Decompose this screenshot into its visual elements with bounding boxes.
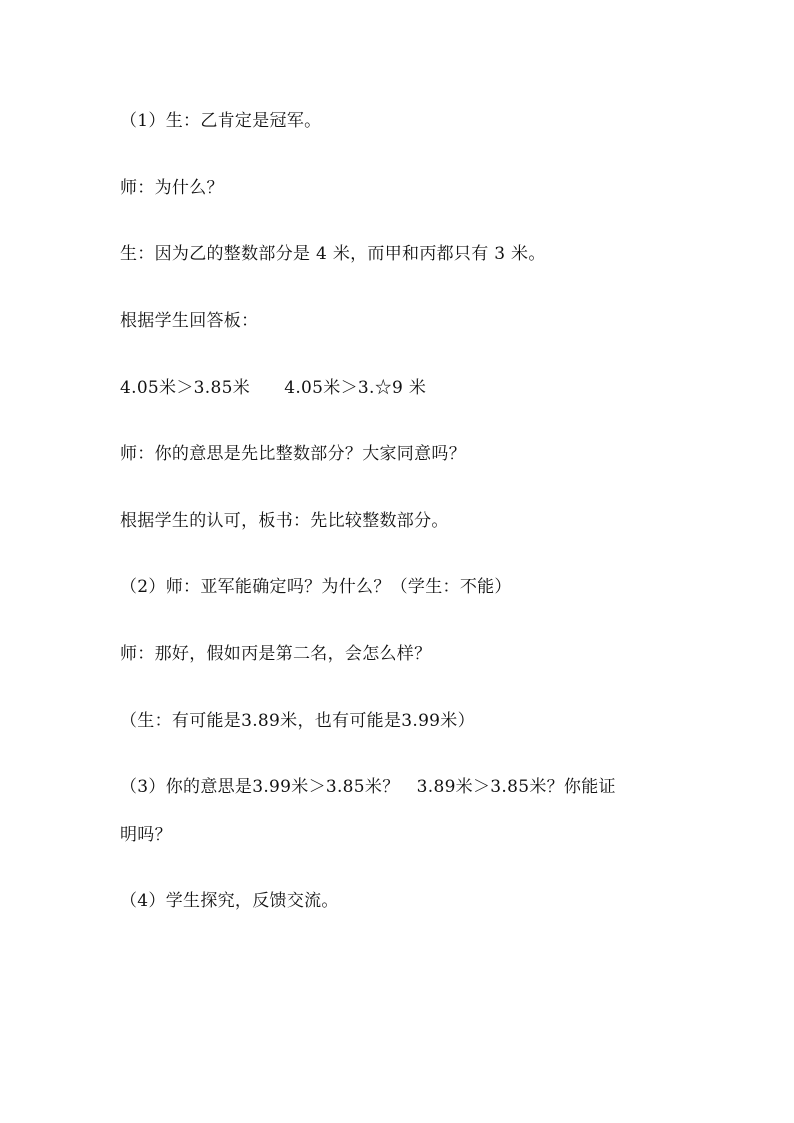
paragraph-line-3: 生：因为乙的整数部分是 4 米，而甲和丙都只有 3 米。 xyxy=(120,244,546,264)
paragraph-line-13: （4）学生探究，反馈交流。 xyxy=(120,891,339,911)
paragraph-line-7: 根据学生的认可，板书：先比较整数部分。 xyxy=(120,511,449,531)
paragraph-line-11: （3）你的意思是3.99米＞3.85米？ 3.89米＞3.85米？你能证 xyxy=(120,777,616,797)
paragraph-line-9: 师：那好，假如丙是第二名，会怎么样？ xyxy=(120,644,432,664)
paragraph-line-5: 4.05米＞3.85米 4.05米＞3.☆9 米 xyxy=(120,378,427,398)
paragraph-line-6: 师：你的意思是先比整数部分？大家同意吗？ xyxy=(120,444,466,464)
paragraph-line-1: （1）生：乙肯定是冠军。 xyxy=(120,111,322,131)
paragraph-line-8: （2）师：亚军能确定吗？为什么？（学生：不能） xyxy=(120,577,512,597)
paragraph-line-2: 师：为什么？ xyxy=(120,178,224,198)
paragraph-line-12: 明吗？ xyxy=(120,825,172,845)
paragraph-line-10: （生：有可能是3.89米，也有可能是3.99米） xyxy=(120,711,475,731)
paragraph-line-4: 根据学生回答板： xyxy=(120,311,259,331)
